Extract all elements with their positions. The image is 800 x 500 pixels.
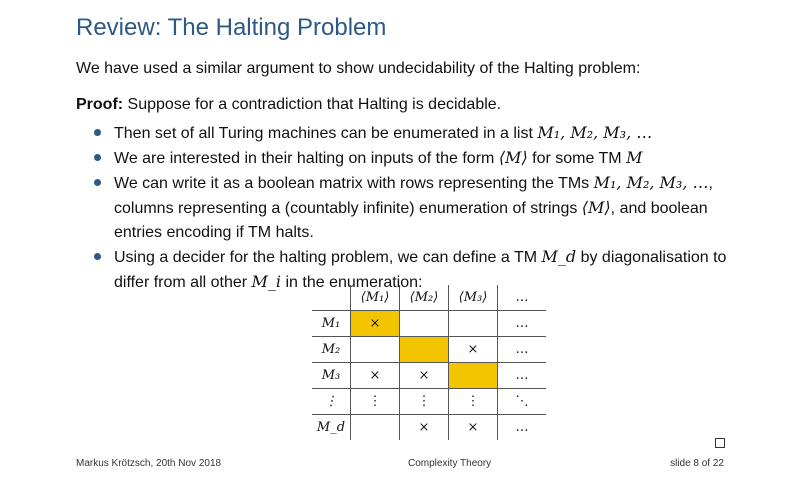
bullet-text: for some TM — [527, 150, 627, 167]
bullet-list — [90, 121, 750, 295]
matrix-row — [312, 337, 546, 363]
matrix-row — [312, 311, 546, 337]
bullet-text: We are interested in their halting on inputs of the form — [114, 150, 499, 167]
diagonal-cell — [449, 363, 498, 389]
column-header: ⟨M₃⟩ — [449, 285, 498, 311]
matrix-cell: … — [498, 337, 547, 363]
matrix-cell: × — [400, 363, 449, 389]
matrix-cell: × — [449, 337, 498, 363]
column-header: ⟨M₂⟩ — [400, 285, 449, 311]
matrix-row — [312, 363, 546, 389]
footer-author: Markus Krötzsch, 20th Nov 2018 — [76, 458, 222, 469]
matrix-cell: ⋮ — [449, 389, 498, 415]
matrix-cell: … — [498, 363, 547, 389]
matrix-cell — [449, 311, 498, 337]
matrix-cell: × — [351, 363, 400, 389]
column-header: … — [498, 285, 547, 311]
math-expression: M₁, M₂, M₃, … — [593, 173, 709, 192]
column-header: ⟨M₁⟩ — [351, 285, 400, 311]
math-expression: M₁, M₂, M₃, … — [537, 123, 653, 142]
matrix-cell: × — [400, 415, 449, 441]
diagonal-cell — [400, 337, 449, 363]
slide-title: Review: The Halting Problem — [76, 14, 387, 41]
bullet-text: , and boolean entries encoding if TM halts. — [114, 200, 708, 241]
bullet-text: We can write it as a boolean matrix with rows representing the TMs — [114, 175, 594, 192]
navigation-box-icon[interactable] — [715, 438, 725, 448]
row-label: M_d — [312, 415, 351, 441]
math-expression: ⟨M⟩ — [581, 198, 611, 217]
math-expression: M_i — [251, 272, 282, 291]
row-label: ⋮ — [312, 389, 351, 415]
bullet-text: , columns representing a (countably infinite) enumeration of strings — [114, 175, 713, 217]
math-expression: ⟨M⟩ — [498, 148, 528, 167]
matrix-header-row — [312, 285, 546, 311]
matrix-corner — [312, 285, 351, 311]
proof-text: Suppose for a contradiction that Halting is decidable. — [123, 96, 502, 113]
matrix-row — [312, 389, 546, 415]
matrix-cell: … — [515, 420, 529, 435]
intro-text: We have used a similar argument to show undecidability of the Halting problem: — [76, 60, 641, 77]
footer-course: Complexity Theory — [408, 458, 492, 469]
matrix-cell: … — [498, 311, 547, 337]
matrix-cell: ⋱ — [498, 389, 547, 415]
bullet-item-matrix — [90, 171, 750, 245]
matrix-cell — [400, 311, 449, 337]
row-label: M₃ — [312, 363, 351, 389]
math-expression: M — [626, 148, 643, 167]
bullet-text: Then set of all Turing machines can be enumerated in a list — [114, 125, 538, 142]
diagonal-cell: × — [351, 311, 400, 337]
bullet-text: Using a decider for the halting problem, we can define a TM — [114, 249, 542, 266]
math-expression: M_d — [541, 247, 577, 266]
bullet-item-enumeration — [90, 121, 750, 146]
proof-line — [76, 96, 501, 114]
bullet-text: by diagonalisation to differ from all other — [114, 249, 727, 291]
footer-page-number: slide 8 of 22 — [670, 458, 724, 469]
row-label: M₁ — [312, 311, 351, 337]
matrix-row — [312, 415, 546, 441]
matrix-cell: × — [449, 415, 498, 441]
matrix-cell: ⋮ — [351, 389, 400, 415]
bullet-text: in the enumeration: — [281, 274, 423, 291]
matrix-cell — [351, 337, 400, 363]
matrix-cell — [351, 415, 400, 441]
row-label: M₂ — [312, 337, 351, 363]
bullet-item-inputs — [90, 146, 750, 171]
proof-label: Proof: — [76, 96, 124, 113]
halting-matrix — [312, 285, 546, 440]
matrix-cell: ⋮ — [400, 389, 449, 415]
